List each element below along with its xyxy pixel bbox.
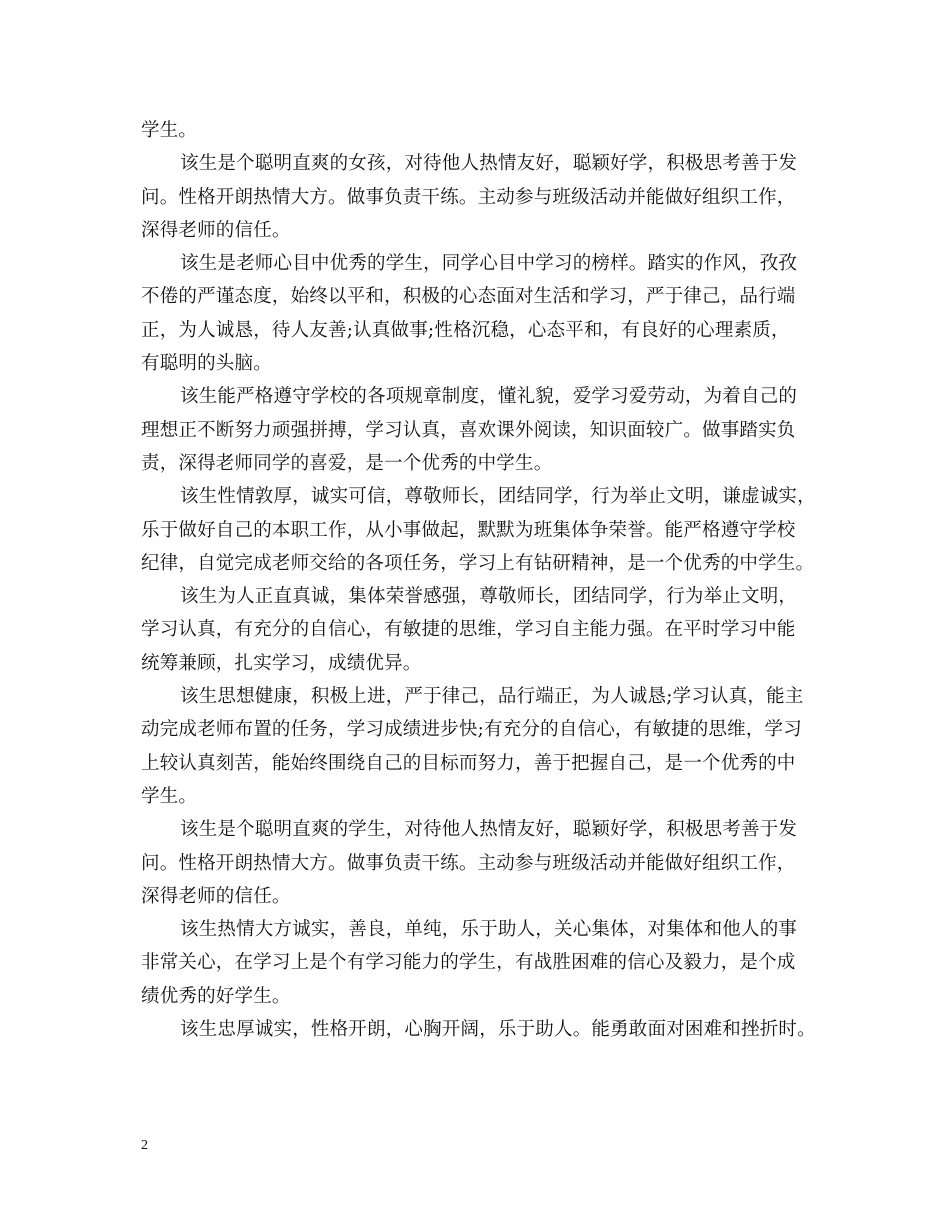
text-line: 深得老师的信任。 [141, 219, 291, 241]
body-text [141, 114, 823, 1046]
page-number: 2 [141, 1138, 148, 1153]
text-line: 统筹兼顾，扎实学习，成绩优异。 [141, 652, 422, 674]
text-line: 深得老师的信任。 [141, 885, 291, 907]
paragraph-start-line: 该生为人正直真诚，集体荣誉感强，尊敬师长，团结同学，行为举止文明， [180, 586, 798, 608]
text-line: 绩优秀的好学生。 [141, 985, 291, 1007]
text-line: 责，深得老师同学的喜爱，是一个优秀的中学生。 [141, 452, 553, 474]
text-line: 学习认真，有充分的自信心，有敏捷的思维，学习自主能力强。在平时学习中能 [141, 619, 796, 641]
text-line: 理想正不断努力顽强拼搏，学习认真，喜欢课外阅读，知识面较广。做事踏实负 [141, 419, 796, 441]
text-line: 上较认真刻苦，能始终围绕自己的目标而努力，善于把握自己，是一个优秀的中 [141, 752, 796, 774]
text-line: 动完成老师布置的任务，学习成绩进步快;有充分的自信心，有敏捷的思维，学习 [141, 719, 802, 741]
paragraph-start-line: 该生是老师心目中优秀的学生，同学心目中学习的榜样。踏实的作风，孜孜 [180, 253, 798, 275]
paragraph-start-line: 该生能严格遵守学校的各项规章制度，懂礼貌，爱学习爱劳动，为着自己的 [180, 386, 798, 408]
text-line: 学生。 [141, 120, 198, 141]
text-line: 纪律，自觉完成老师交给的各项任务，学习上有钻研精神，是一个优秀的中学生。 [141, 552, 815, 574]
paragraph-start-line: 该生忠厚诚实，性格开朗，心胸开阔，乐于助人。能勇敢面对困难和挫折时。 [180, 1019, 816, 1041]
text-line: 正，为人诚恳，待人友善;认真做事;性格沉稳，心态平和，有良好的心理素质， [141, 319, 790, 341]
text-line: 问。性格开朗热情大方。做事负责干练。主动参与班级活动并能做好组织工作， [141, 852, 796, 874]
paragraph-start-line: 该生是个聪明直爽的学生，对待他人热情友好，聪颖好学，积极思考善于发 [180, 819, 798, 841]
paragraph-start-line: 该生思想健康，积极上进，严于律己，品行端正，为人诚恳;学习认真，能主 [180, 686, 804, 708]
paragraph-start-line: 该生性情敦厚，诚实可信，尊敬师长，团结同学，行为举止文明，谦虚诚实， [180, 486, 816, 508]
paragraph-start-line: 该生是个聪明直爽的女孩，对待他人热情友好，聪颖好学，积极思考善于发 [180, 153, 798, 175]
text-line: 不倦的严谨态度，始终以平和，积极的心态面对生活和学习，严于律己，品行端 [141, 286, 796, 308]
text-line: 问。性格开朗热情大方。做事负责干练。主动参与班级活动并能做好组织工作， [141, 186, 796, 208]
paragraph-start-line: 该生热情大方诚实，善良，单纯，乐于助人，关心集体，对集体和他人的事 [180, 919, 798, 941]
text-line: 乐于做好自己的本职工作，从小事做起，默默为班集体争荣誉。能严格遵守学校 [141, 519, 796, 541]
text-line: 非常关心，在学习上是个有学习能力的学生，有战胜困难的信心及毅力，是个成 [141, 952, 796, 974]
text-line: 有聪明的头脑。 [141, 353, 272, 375]
text-line: 学生。 [141, 785, 198, 807]
